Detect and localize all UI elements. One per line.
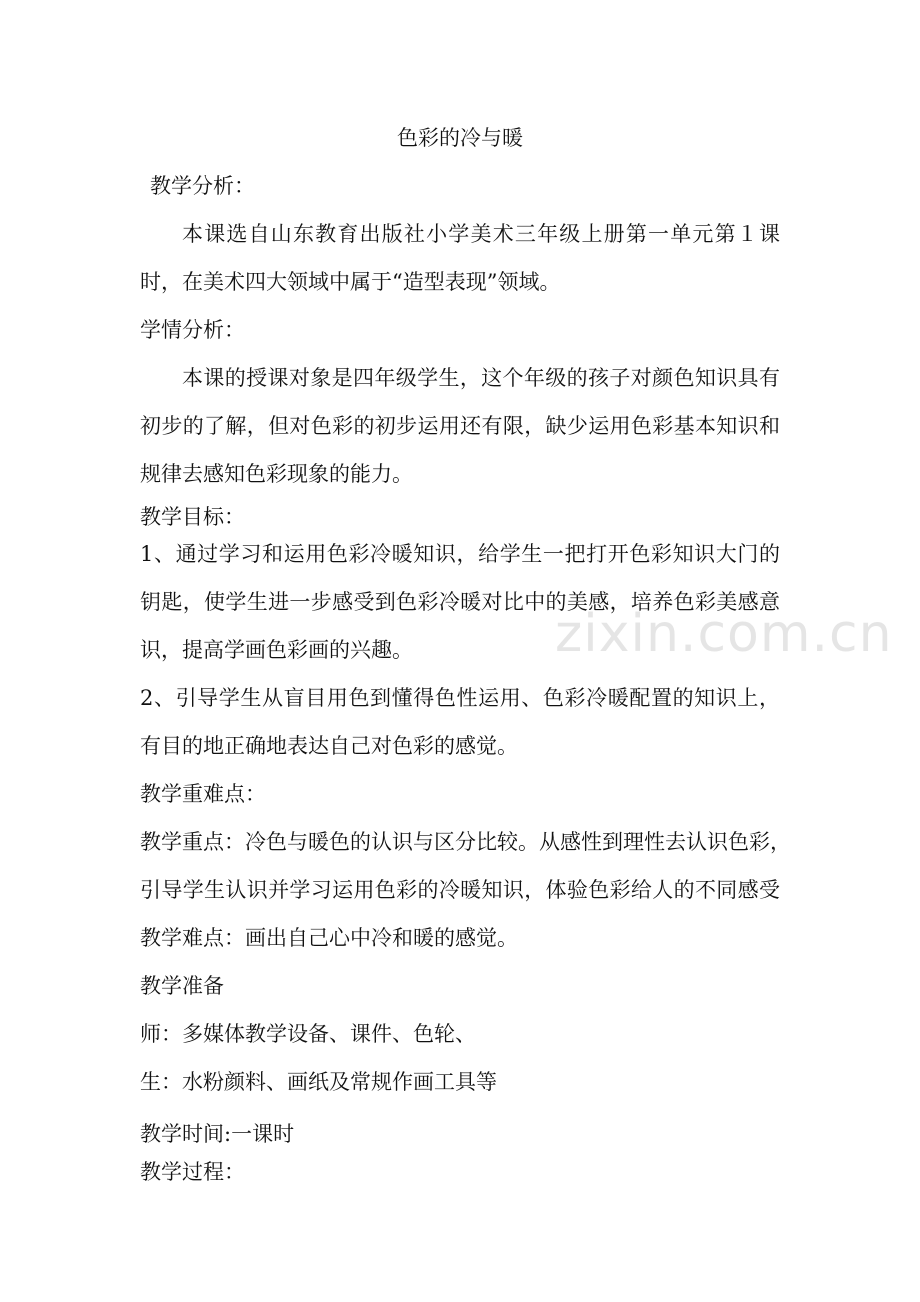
heading-key-difficulties: 教学重难点： [140,782,266,806]
paragraph-line: 规律去感知色彩现象的能力。 [140,462,413,486]
paragraph-line: 时，在美术四大领域中属于“造型表现”领域。 [140,270,561,294]
heading-teaching-process: 教学过程： [140,1160,245,1184]
heading-teaching-time: 教学时间:一课时 [140,1122,295,1146]
paragraph-line: 1、通过学习和运用色彩冷暖知识，给学生一把打开色彩知识大门的 [140,542,780,566]
paragraph-line: 有目的地正确地表达自己对色彩的感觉。 [140,734,518,758]
paragraph-line: 教学难点：画出自己心中冷和暖的感觉。 [140,926,518,950]
paragraph-line: 识，提高学画色彩画的兴趣。 [140,638,413,662]
paragraph-line: 钥匙，使学生进一步感受到色彩冷暖对比中的美感，培养色彩美感意 [140,590,780,614]
document-title: 色彩的冷与暖 [397,126,523,150]
heading-student-analysis: 学情分析： [140,318,245,342]
paragraph-line: 师：多媒体教学设备、课件、色轮、 [140,1022,476,1046]
heading-teaching-goals: 教学目标： [140,505,245,529]
paragraph-line: 本课的授课对象是四年级学生，这个年级的孩子对颜色知识具有 [182,366,780,390]
paragraph-line: 本课选自山东教育出版社小学美术三年级上册第一单元第１课 [182,222,780,246]
paragraph-line: 引导学生认识并学习运用色彩的冷暖知识，体验色彩给人的不同感受 [140,878,780,902]
heading-teaching-preparation: 教学准备 [140,974,224,998]
paragraph-line: 教学重点：冷色与暖色的认识与区分比较。从感性到理性去认识色彩， [140,830,791,854]
paragraph-line: 2、引导学生从盲目用色到懂得色性运用、色彩冷暖配置的知识上， [140,686,780,710]
watermark: zixin.com.cn [555,604,893,664]
paragraph-line: 初步的了解，但对色彩的初步运用还有限，缺少运用色彩基本知识和 [140,414,780,438]
heading-teaching-analysis: 教学分析： [150,174,255,198]
paragraph-line: 生：水粉颜料、画纸及常规作画工具等 [140,1070,497,1094]
